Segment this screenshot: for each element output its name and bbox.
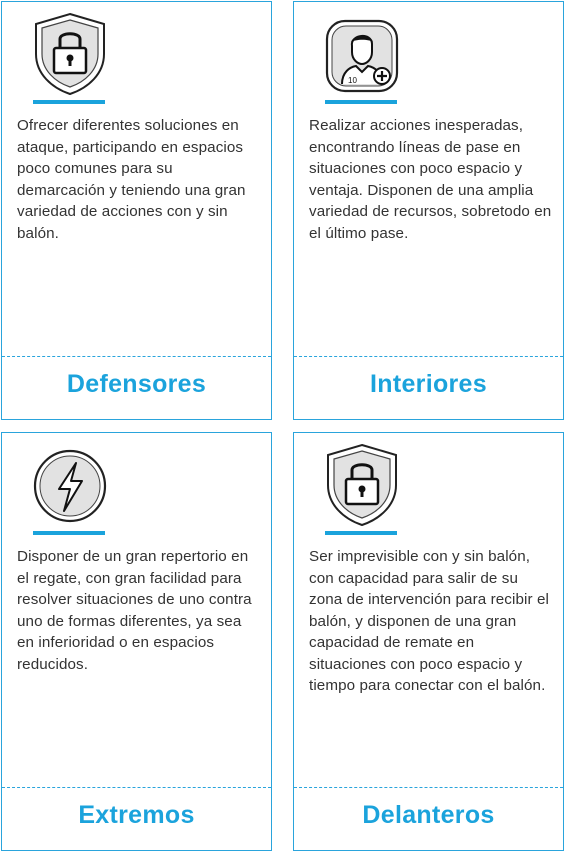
card-extremos — [1, 432, 272, 851]
dashed-divider — [294, 356, 563, 357]
player-plus-icon — [324, 12, 400, 96]
shield-lock-icon — [324, 443, 400, 527]
card-description: Disponer de un gran repertorio en el regate, con gran facilidad para resolver situaciones de uno contra uno de formas diferentes, ya sea en inferioridad o en espacios reducidos. — [17, 548, 252, 673]
shield-lock-icon — [32, 12, 108, 96]
dashed-divider — [2, 787, 271, 788]
accent-bar — [33, 100, 105, 104]
accent-bar — [325, 531, 397, 535]
card-title: Extremos — [78, 801, 195, 829]
card-title: Interiores — [370, 370, 487, 398]
dashed-divider — [294, 787, 563, 788]
card-title: Defensores — [66, 370, 207, 398]
card-delanteros — [293, 432, 564, 851]
card-description: Realizar acciones inesperadas, encontrando líneas de pase en situaciones con poco espacio y ventaja. Disponen de una amplia variedad de recursos, sobretodo en el último pase. — [309, 117, 552, 242]
accent-bar — [33, 531, 105, 535]
card-title: Delanteros — [362, 801, 495, 829]
lightning-bolt-icon — [32, 443, 108, 527]
card-description: Ser imprevisible con y sin balón, con capacidad para salir de su zona de intervención para recibir el balón, y disponen de una gran capacidad de remate en situaciones con poco espacio y tiempo para conectar con el balón. — [309, 548, 549, 694]
accent-bar — [325, 100, 397, 104]
card-defensores — [1, 1, 272, 420]
card-description: Ofrecer diferentes soluciones en ataque, participando en espacios poco comunes para su demarcación y teniendo una gran variedad de acciones con y sin balón. — [17, 117, 246, 242]
dashed-divider — [2, 356, 271, 357]
icon-badge-number: 10 — [348, 76, 357, 85]
card-interiores — [293, 1, 564, 420]
